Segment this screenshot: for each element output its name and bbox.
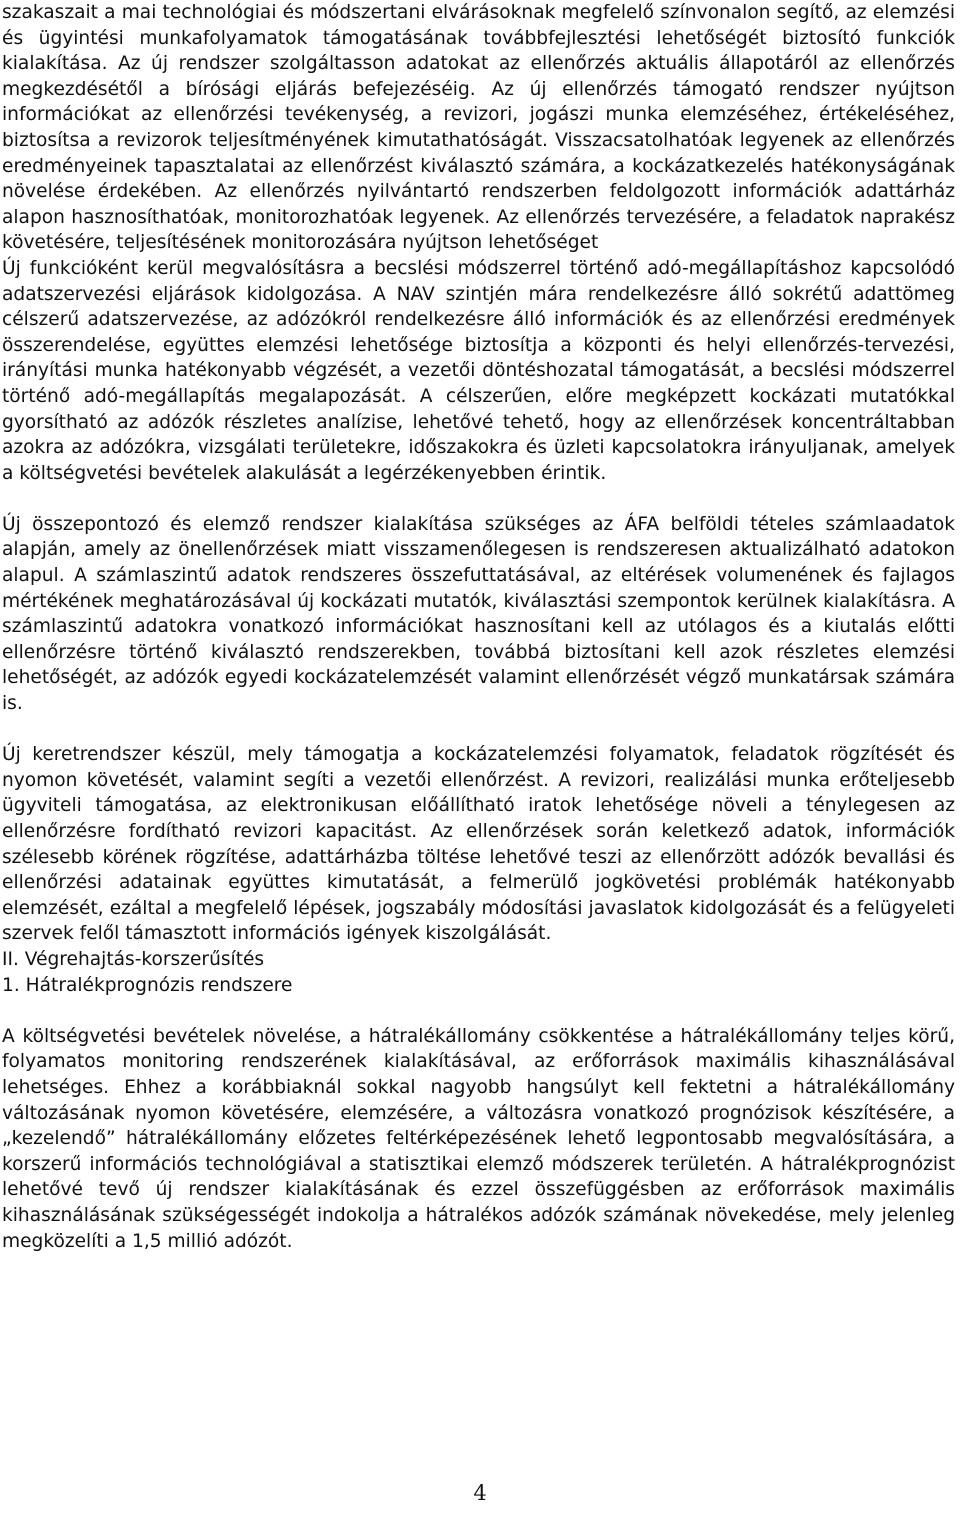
paragraph-inspection-system: szakaszait a mai technológiai és módszertani elvárásoknak megfelelő színvonalon segítő, az elemzési és ügyintési munkafolyamatok támogatásának továbbfejlesztési lehetőségét biztosító funkciók kialakítása. Az új rendszer szolgáltasson adatokat az ellenőrzés aktuális állapotáról az ellenőrzés megkezdésétől a bírósági eljárás befejezéséig. Az új ellenőrzés támogató rendszer nyújtson információkat az ellenőrzési tevékenység, a revizori, jogászi munka elemzéséhez, értékeléséhez, biztosítsa a revizorok teljesítményének kimutathatóságát. Visszacsatolhatóak legyenek az ellenőrzés eredményeinek tapasztalatai az ellenőrzést kiválasztó számára, a kockázatkezelés hatékonyságának növelése érdekében. Az ellenőrzés nyilvántartó rendszerben feldolgozott információk adattárház alapon hasznosíthatóak, monitorozhatóak legyenek. Az ellenőrzés tervezésére, a feladatok naprakész követésére, teljesítésének monitorozására nyújtson lehetőséget (2, 2, 955, 254)
section-heading: II. Végrehajtás-korszerűsítés (2, 948, 265, 970)
page-number: 4 (473, 1481, 487, 1505)
paragraph-vat-scoring-system: Új összepontozó és elemző rendszer kialakítása szükséges az ÁFA belföldi tételes számlaadatok alapján, amely az önellenőrzések miatt visszamenőlegesen is rendszeresen aktualizálható adatokon alapul. A számlaszintű adatok rendszeres összefuttatásával, az eltérések volumenének és fajlagos mértékének meghatározásával új kockázati mutatók, kiválasztási szempontok kerülnek kialakításra. A számlaszintű adatokra vonatkozó információkat hasznosítani kell az utólagos és a kiutalás előtti ellenőrzésre történő kiválasztó rendszerekben, továbbá biztosítani kell azok részletes elemzési lehetőségét, az adózók egyedi kockázatelemzését valamint ellenőrzését végző munkatársak számára is. (2, 513, 955, 715)
paragraph-framework-system: Új keretrendszer készül, mely támogatja a kockázatelemzési folyamatok, feladatok rögzítését és nyomon követését, valamint segíti a vezetői ellenőrzést. A revizori, realizálási munka erőteljesebb ügyviteli támogatása, az elektronikusan előállítható iratok lehetősége növeli a ténylegesen az ellenőrzésre fordítható revizori kapacitást. Az ellenőrzések során keletkező adatok, információk szélesebb körének rögzítése, adattárházba töltése lehetővé teszi az ellenőrzött adózók bevallási és ellenőrzési adatainak együttes kimutatását, a felmerülő jogkövetési problémák hatékonyabb elemzését, ezáltal a megfelelő lépések, jogszabály módosítási javaslatok kidolgozását és a felügyeleti szervek felől támasztott információs igények kiszolgálását. (2, 744, 955, 945)
paragraph-arrears-forecast: A költségvetési bevételek növelése, a hátralékállomány csökkentése a hátralékállomány teljes körű, folyamatos monitoring rendszerének kialakításával, az erőforrások maximális kihasználásával lehetséges. Ehhez a korábbiaknál sokkal nagyobb hangsúlyt kell fektetni a hátralékállomány változásának nyomon követésére, elemzésére, a változásra vonatkozó prognózisok készítésére, a „kezelendő” hátralékállomány előzetes feltérképezésének lehető legpontosabb megvalósítására, a korszerű információs technológiával a statisztikai elemző módszerek területén. A hátralékprognózist lehetővé tevő új rendszer kialakításának és ezzel összefüggésben az erőforrások maximális kihasználásának szükségességét indokolja a hátralékos adózók számának növekedése, mely jelenleg megközelíti a 1,5 millió adózót. (2, 1025, 955, 1252)
subsection-heading: 1. Hátralékprognózis rendszere (2, 974, 293, 996)
paragraph-estimation-method: Új funkcióként kerül megvalósításra a becslési módszerrel történő adó-megállapításhoz kapcsolódó adatszervezési eljárások kidolgozása. A NAV szintjén mára rendelkezésre álló sokrétű adattömeg célszerű adatszervezése, az adózókról rendelkezésre álló információk és az ellenőrzési eredmények összerendelése, együttes elemzési lehetősége biztosítja a központi és helyi ellenőrzés-tervezési, irányítási munka hatékonyabb végzését, a vezetői döntéshozatal támogatását, a becslési módszerrel történő adó-megállapítás megalapozását. A célszerűen, előre megképzett kockázati mutatókkal gyorsítható az adózók részletes analízise, lehetővé tehető, hogy az ellenőrzések koncentráltabban azokra az adózókra, vizsgálati területekre, időszakokra és üzleti kapcsolatokra irányuljanak, amelyek a költségvetési bevételek alakulását a legérzékenyebben érintik. (2, 257, 955, 484)
